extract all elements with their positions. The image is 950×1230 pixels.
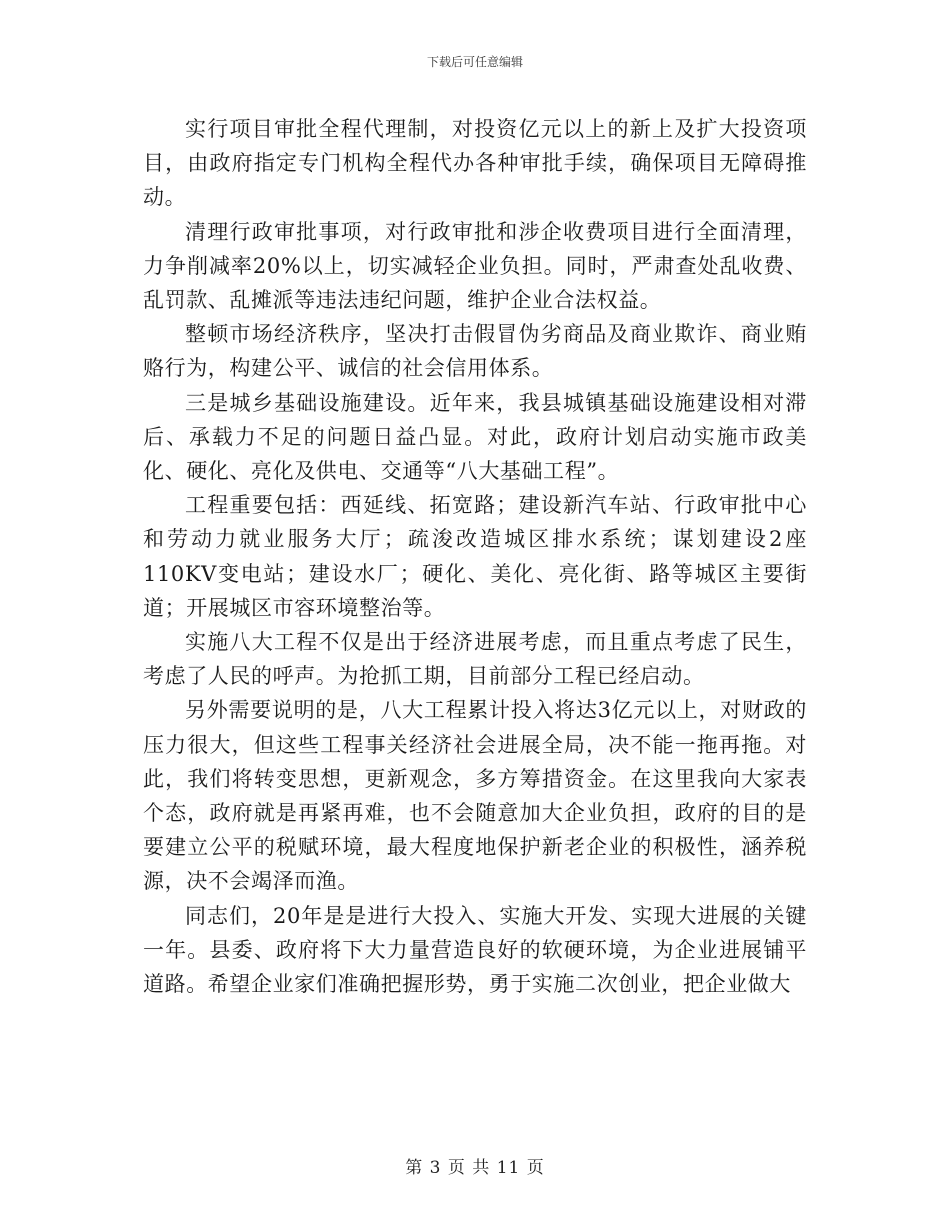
paragraph: 清理行政审批事项，对行政审批和涉企收费项目进行全面清理，力争削减率20%以上，切实减轻企业负担。同时，严肃查处乱收费、乱罚款、乱摊派等违法违纪问题，维护企业合法权益。 bbox=[143, 219, 807, 313]
paragraph: 实施八大工程不仅是出于经济进展考虑，而且重点考虑了民生，考虑了人民的呼声。为抢抓工期，目前部分工程已经启动。 bbox=[143, 630, 807, 689]
document-body bbox=[143, 112, 807, 1001]
paragraph: 工程重要包括：西延线、拓宽路；建设新汽车站、行政审批中心和劳动力就业服务大厅；疏浚改造城区排水系统；谋划建设2座110KV变电站；建设水厂；硬化、美化、亮化街、路等城区主要街道；开展城区市容环境整治等。 bbox=[143, 493, 807, 620]
page-header-note: 下载后可任意编辑 bbox=[426, 55, 523, 69]
paragraph: 整顿市场经济秩序，坚决打击假冒伪劣商品及商业欺诈、商业贿赂行为，构建公平、诚信的社会信用体系。 bbox=[143, 322, 807, 381]
paragraph: 实行项目审批全程代理制，对投资亿元以上的新上及扩大投资项目，由政府指定专门机构全程代办各种审批手续，确保项目无障碍推动。 bbox=[143, 117, 807, 210]
paragraph: 同志们，20年是是进行大投入、实施大开发、实现大进展的关键一年。县委、政府将下大力量营造良好的软硬环境，为企业进展铺平道路。希望企业家们准确把握形势，勇于实施二次创业，把企业做大 bbox=[143, 903, 807, 997]
paragraph: 另外需要说明的是，八大工程累计投入将达3亿元以上，对财政的压力很大，但这些工程事关经济社会进展全局，决不能一拖再拖。对此，我们将转变思想，更新观念，多方筹措资金。在这里我向大家表个态，政府就是再紧再难，也不会随意加大企业负担，政府的目的是要建立公平的税赋环境，最大程度地保护新老企业的积极性，涵养税源，决不会竭泽而渔。 bbox=[143, 698, 807, 894]
page-number-footer: 第 3 页 共 11 页 bbox=[405, 1158, 545, 1178]
paragraph: 三是城乡基础设施建设。近年来，我县城镇基础设施建设相对滞后、承载力不足的问题日益凸显。对此，政府计划启动实施市政美化、硬化、亮化及供电、交通等“八大基础工程”。 bbox=[143, 390, 807, 484]
